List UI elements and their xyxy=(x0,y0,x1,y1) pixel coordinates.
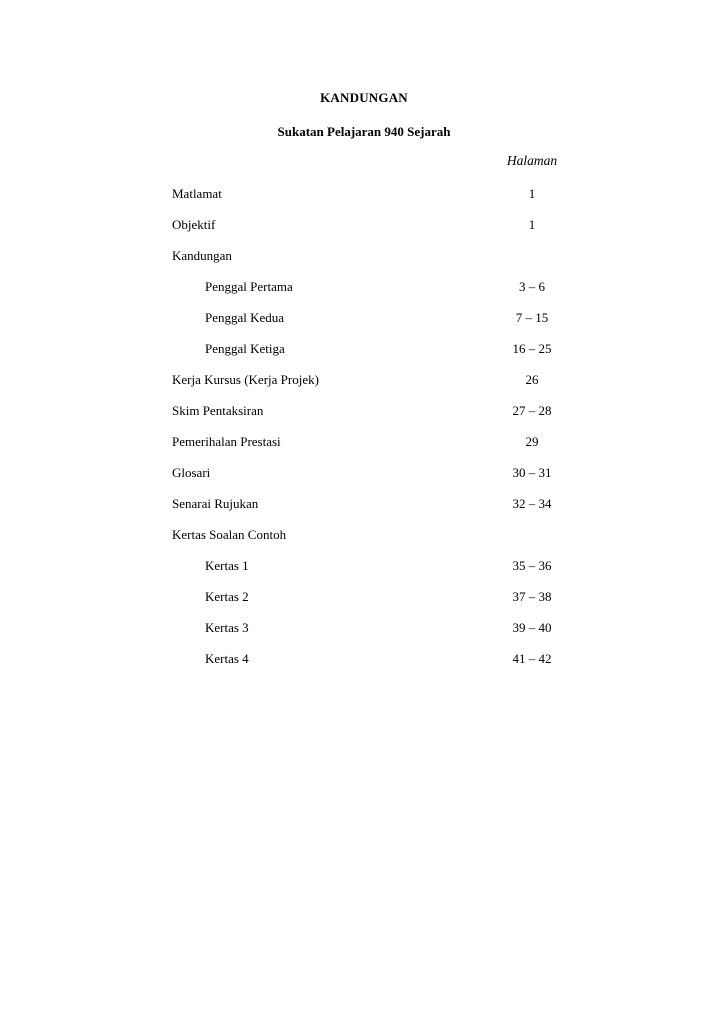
toc-row xyxy=(0,279,728,310)
toc-entry-pages: 3 – 6 xyxy=(519,279,545,294)
table-of-contents xyxy=(0,186,728,682)
toc-row xyxy=(0,341,728,372)
toc-row xyxy=(0,434,728,465)
toc-entry-pages: 1 xyxy=(528,186,536,201)
toc-entry-label: Kandungan xyxy=(172,248,232,263)
toc-row xyxy=(0,527,728,558)
toc-entry-label: Kertas 3 xyxy=(205,620,249,635)
toc-entry-pages: 29 xyxy=(525,434,539,449)
toc-entry-label: Kertas 2 xyxy=(205,589,249,604)
toc-row xyxy=(0,186,728,217)
toc-row xyxy=(0,217,728,248)
toc-entry-label: Senarai Rujukan xyxy=(172,496,259,511)
toc-entry-pages: 7 – 15 xyxy=(515,310,549,325)
toc-entry-pages: 16 – 25 xyxy=(512,341,552,356)
page-column-header: Halaman xyxy=(506,153,558,168)
toc-entry-label: Pemerihalan Prestasi xyxy=(172,434,281,449)
toc-entry-label: Kertas Soalan Contoh xyxy=(172,527,287,542)
toc-entry-pages: 26 xyxy=(525,372,539,387)
toc-row xyxy=(0,620,728,651)
toc-row xyxy=(0,558,728,589)
page-title: KANDUNGAN xyxy=(320,90,408,105)
toc-entry-pages: 30 – 31 xyxy=(512,465,552,480)
toc-row xyxy=(0,589,728,620)
toc-row xyxy=(0,403,728,434)
toc-entry-pages: 39 – 40 xyxy=(512,620,552,635)
toc-entry-label: Penggal Kedua xyxy=(205,310,285,325)
toc-entry-pages: 41 – 42 xyxy=(512,651,552,666)
toc-entry-label: Objektif xyxy=(172,217,216,232)
toc-entry-pages: 27 – 28 xyxy=(512,403,552,418)
toc-row xyxy=(0,651,728,682)
toc-entry-label: Kerja Kursus (Kerja Projek) xyxy=(172,372,319,387)
toc-entry-label: Penggal Ketiga xyxy=(205,341,285,356)
toc-row xyxy=(0,372,728,403)
toc-entry-label: Penggal Pertama xyxy=(205,279,293,294)
toc-row xyxy=(0,310,728,341)
toc-row xyxy=(0,496,728,527)
toc-entry-pages: 32 – 34 xyxy=(512,496,552,511)
toc-row xyxy=(0,465,728,496)
toc-entry-pages: 35 – 36 xyxy=(512,558,552,573)
toc-entry-label: Glosari xyxy=(172,465,211,480)
toc-entry-pages: 1 xyxy=(528,217,536,232)
toc-entry-label: Matlamat xyxy=(172,186,222,201)
toc-entry-pages: 37 – 38 xyxy=(512,589,552,604)
toc-entry-label: Kertas 4 xyxy=(205,651,249,666)
toc-entry-label: Kertas 1 xyxy=(205,558,249,573)
toc-row xyxy=(0,248,728,279)
page-subtitle: Sukatan Pelajaran 940 Sejarah xyxy=(277,124,451,139)
toc-entry-label: Skim Pentaksiran xyxy=(172,403,264,418)
